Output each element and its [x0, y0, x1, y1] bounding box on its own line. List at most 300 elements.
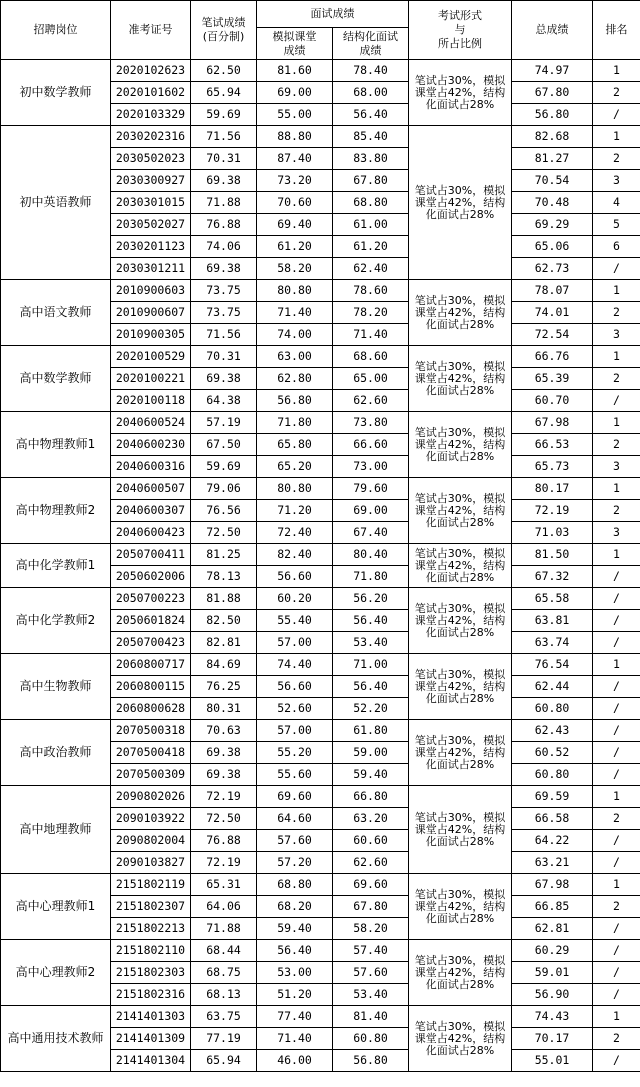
- exam-format-cell: 笔试占30%，模拟课堂占42%，结构化面试占28%: [409, 478, 512, 544]
- rank-cell: 2: [593, 500, 640, 522]
- exam-id-cell: 2040600307: [111, 500, 191, 522]
- structured-interview-score-cell: 66.80: [333, 786, 409, 808]
- exam-id-cell: 2141401303: [111, 1006, 191, 1028]
- mock-class-score-cell: 71.20: [257, 500, 333, 522]
- exam-id-cell: 2040600507: [111, 478, 191, 500]
- mock-class-score-cell: 56.40: [257, 940, 333, 962]
- header-interview-score: 面试成绩: [257, 1, 409, 28]
- total-score-cell: 67.98: [512, 874, 593, 896]
- header-rank: 排名: [593, 1, 640, 60]
- total-score-cell: 69.29: [512, 214, 593, 236]
- rank-cell: /: [593, 676, 640, 698]
- rank-cell: 1: [593, 60, 640, 82]
- exam-id-cell: 2050700411: [111, 544, 191, 566]
- structured-interview-score-cell: 62.40: [333, 258, 409, 280]
- structured-interview-score-cell: 71.40: [333, 324, 409, 346]
- written-score-cell: 69.38: [191, 258, 257, 280]
- structured-interview-score-cell: 60.60: [333, 830, 409, 852]
- structured-interview-score-cell: 73.80: [333, 412, 409, 434]
- rank-cell: 3: [593, 170, 640, 192]
- position-cell: 高中地理教师: [1, 786, 111, 874]
- written-score-cell: 71.88: [191, 918, 257, 940]
- written-score-cell: 69.38: [191, 742, 257, 764]
- position-cell: 初中英语教师: [1, 126, 111, 280]
- rank-cell: 1: [593, 280, 640, 302]
- exam-id-cell: 2040600316: [111, 456, 191, 478]
- position-cell: 高中语文教师: [1, 280, 111, 346]
- table-row: [1, 1006, 640, 1028]
- exam-id-cell: 2070500318: [111, 720, 191, 742]
- rank-cell: /: [593, 1050, 640, 1072]
- rank-cell: /: [593, 258, 640, 280]
- structured-interview-score-cell: 61.20: [333, 236, 409, 258]
- total-score-cell: 67.80: [512, 82, 593, 104]
- rank-cell: 2: [593, 434, 640, 456]
- exam-id-cell: 2040600423: [111, 522, 191, 544]
- exam-id-cell: 2060800717: [111, 654, 191, 676]
- written-score-cell: 82.81: [191, 632, 257, 654]
- structured-interview-score-cell: 69.00: [333, 500, 409, 522]
- header-total-score: 总成绩: [512, 1, 593, 60]
- rank-cell: 2: [593, 82, 640, 104]
- mock-class-score-cell: 53.00: [257, 962, 333, 984]
- written-score-cell: 76.56: [191, 500, 257, 522]
- mock-class-score-cell: 74.00: [257, 324, 333, 346]
- structured-interview-score-cell: 65.00: [333, 368, 409, 390]
- mock-class-score-cell: 57.20: [257, 852, 333, 874]
- total-score-cell: 60.52: [512, 742, 593, 764]
- exam-id-cell: 2020101602: [111, 82, 191, 104]
- header-mock-line1: 模拟课堂: [272, 29, 317, 43]
- rank-cell: 2: [593, 368, 640, 390]
- exam-id-cell: 2030502023: [111, 148, 191, 170]
- position-cell: 高中政治教师: [1, 720, 111, 786]
- written-score-cell: 62.50: [191, 60, 257, 82]
- structured-interview-score-cell: 59.00: [333, 742, 409, 764]
- structured-interview-score-cell: 85.40: [333, 126, 409, 148]
- exam-id-cell: 2141401304: [111, 1050, 191, 1072]
- header-position: 招聘岗位: [1, 1, 111, 60]
- written-score-cell: 59.69: [191, 456, 257, 478]
- exam-id-cell: 2010900607: [111, 302, 191, 324]
- exam-id-cell: 2050602006: [111, 566, 191, 588]
- written-score-cell: 76.88: [191, 830, 257, 852]
- rank-cell: 3: [593, 522, 640, 544]
- structured-interview-score-cell: 63.20: [333, 808, 409, 830]
- exam-format-cell: 笔试占30%，模拟课堂占42%，结构化面试占28%: [409, 874, 512, 940]
- total-score-cell: 59.01: [512, 962, 593, 984]
- mock-class-score-cell: 55.20: [257, 742, 333, 764]
- written-score-cell: 71.88: [191, 192, 257, 214]
- table-row: [1, 720, 640, 742]
- total-score-cell: 76.54: [512, 654, 593, 676]
- rank-cell: /: [593, 588, 640, 610]
- written-score-cell: 72.50: [191, 522, 257, 544]
- position-cell: 高中心理教师1: [1, 874, 111, 940]
- mock-class-score-cell: 73.20: [257, 170, 333, 192]
- rank-cell: 1: [593, 412, 640, 434]
- written-score-cell: 64.06: [191, 896, 257, 918]
- rank-cell: /: [593, 698, 640, 720]
- mock-class-score-cell: 61.20: [257, 236, 333, 258]
- exam-id-cell: 2070500309: [111, 764, 191, 786]
- table-row: [1, 588, 640, 610]
- rank-cell: /: [593, 984, 640, 1006]
- structured-interview-score-cell: 56.20: [333, 588, 409, 610]
- written-score-cell: 69.38: [191, 368, 257, 390]
- mock-class-score-cell: 55.60: [257, 764, 333, 786]
- mock-class-score-cell: 57.00: [257, 720, 333, 742]
- structured-interview-score-cell: 60.80: [333, 1028, 409, 1050]
- written-score-cell: 65.31: [191, 874, 257, 896]
- exam-id-cell: 2050700223: [111, 588, 191, 610]
- rank-cell: 2: [593, 1028, 640, 1050]
- table-row: [1, 874, 640, 896]
- table-row: [1, 544, 640, 566]
- mock-class-score-cell: 81.60: [257, 60, 333, 82]
- exam-id-cell: 2060800115: [111, 676, 191, 698]
- exam-format-cell: 笔试占30%，模拟课堂占42%，结构化面试占28%: [409, 1006, 512, 1072]
- header-format-line1: 考试形式: [438, 9, 482, 22]
- rank-cell: 1: [593, 544, 640, 566]
- exam-id-cell: 2030301015: [111, 192, 191, 214]
- rank-cell: 1: [593, 654, 640, 676]
- mock-class-score-cell: 51.20: [257, 984, 333, 1006]
- rank-cell: /: [593, 852, 640, 874]
- exam-id-cell: 2030502027: [111, 214, 191, 236]
- position-cell: 高中化学教师1: [1, 544, 111, 588]
- mock-class-score-cell: 46.00: [257, 1050, 333, 1072]
- structured-interview-score-cell: 78.40: [333, 60, 409, 82]
- table-row: [1, 478, 640, 500]
- written-score-cell: 64.38: [191, 390, 257, 412]
- structured-interview-score-cell: 80.40: [333, 544, 409, 566]
- rank-cell: /: [593, 720, 640, 742]
- rank-cell: /: [593, 764, 640, 786]
- mock-class-score-cell: 60.20: [257, 588, 333, 610]
- mock-class-score-cell: 70.60: [257, 192, 333, 214]
- rank-cell: /: [593, 742, 640, 764]
- exam-id-cell: 2151802307: [111, 896, 191, 918]
- total-score-cell: 70.48: [512, 192, 593, 214]
- exam-format-cell: 笔试占30%，模拟课堂占42%，结构化面试占28%: [409, 60, 512, 126]
- rank-cell: 3: [593, 324, 640, 346]
- exam-format-cell: 笔试占30%，模拟课堂占42%，结构化面试占28%: [409, 940, 512, 1006]
- total-score-cell: 60.80: [512, 764, 593, 786]
- structured-interview-score-cell: 67.80: [333, 170, 409, 192]
- written-score-cell: 76.88: [191, 214, 257, 236]
- structured-interview-score-cell: 53.40: [333, 984, 409, 1006]
- total-score-cell: 62.44: [512, 676, 593, 698]
- mock-class-score-cell: 69.00: [257, 82, 333, 104]
- exam-id-cell: 2151802110: [111, 940, 191, 962]
- mock-class-score-cell: 80.80: [257, 280, 333, 302]
- written-score-cell: 69.38: [191, 170, 257, 192]
- total-score-cell: 62.43: [512, 720, 593, 742]
- exam-format-cell: 笔试占30%，模拟课堂占42%，结构化面试占28%: [409, 126, 512, 280]
- written-score-cell: 57.19: [191, 412, 257, 434]
- exam-format-cell: 笔试占30%，模拟课堂占42%，结构化面试占28%: [409, 720, 512, 786]
- exam-id-cell: 2030301211: [111, 258, 191, 280]
- table-row: [1, 654, 640, 676]
- rank-cell: /: [593, 918, 640, 940]
- total-score-cell: 67.98: [512, 412, 593, 434]
- written-score-cell: 71.56: [191, 126, 257, 148]
- written-score-cell: 77.19: [191, 1028, 257, 1050]
- written-score-cell: 72.19: [191, 852, 257, 874]
- written-score-cell: 71.56: [191, 324, 257, 346]
- written-score-cell: 70.63: [191, 720, 257, 742]
- mock-class-score-cell: 59.40: [257, 918, 333, 940]
- structured-interview-score-cell: 57.60: [333, 962, 409, 984]
- written-score-cell: 79.06: [191, 478, 257, 500]
- exam-id-cell: 2151802316: [111, 984, 191, 1006]
- table-row: [1, 126, 640, 148]
- structured-interview-score-cell: 81.40: [333, 1006, 409, 1028]
- total-score-cell: 63.81: [512, 610, 593, 632]
- structured-interview-score-cell: 61.00: [333, 214, 409, 236]
- total-score-cell: 55.01: [512, 1050, 593, 1072]
- rank-cell: 2: [593, 896, 640, 918]
- written-score-cell: 82.50: [191, 610, 257, 632]
- written-score-cell: 70.31: [191, 346, 257, 368]
- written-score-cell: 67.50: [191, 434, 257, 456]
- rank-cell: 6: [593, 236, 640, 258]
- rank-cell: 2: [593, 302, 640, 324]
- rank-cell: /: [593, 610, 640, 632]
- total-score-cell: 66.76: [512, 346, 593, 368]
- exam-id-cell: 2040600230: [111, 434, 191, 456]
- header-exam-format: [409, 1, 512, 60]
- table-row: [1, 412, 640, 434]
- mock-class-score-cell: 58.20: [257, 258, 333, 280]
- rank-cell: 1: [593, 478, 640, 500]
- structured-interview-score-cell: 62.60: [333, 390, 409, 412]
- mock-class-score-cell: 71.80: [257, 412, 333, 434]
- written-score-cell: 74.06: [191, 236, 257, 258]
- mock-class-score-cell: 68.20: [257, 896, 333, 918]
- structured-interview-score-cell: 53.40: [333, 632, 409, 654]
- header-structured-line1: 结构化面试: [343, 29, 398, 43]
- total-score-cell: 67.32: [512, 566, 593, 588]
- exam-id-cell: 2090103922: [111, 808, 191, 830]
- rank-cell: 2: [593, 148, 640, 170]
- structured-interview-score-cell: 61.80: [333, 720, 409, 742]
- position-cell: 高中通用技术教师: [1, 1006, 111, 1072]
- total-score-cell: 65.73: [512, 456, 593, 478]
- mock-class-score-cell: 56.60: [257, 676, 333, 698]
- total-score-cell: 82.68: [512, 126, 593, 148]
- total-score-cell: 62.73: [512, 258, 593, 280]
- mock-class-score-cell: 52.60: [257, 698, 333, 720]
- rank-cell: 1: [593, 126, 640, 148]
- exam-format-cell: 笔试占30%，模拟课堂占42%，结构化面试占28%: [409, 412, 512, 478]
- rank-cell: /: [593, 566, 640, 588]
- total-score-cell: 72.54: [512, 324, 593, 346]
- header-mock-class-score: [257, 28, 333, 60]
- table-row: [1, 940, 640, 962]
- written-score-cell: 73.75: [191, 280, 257, 302]
- mock-class-score-cell: 55.00: [257, 104, 333, 126]
- position-cell: 初中数学教师: [1, 60, 111, 126]
- mock-class-score-cell: 65.20: [257, 456, 333, 478]
- exam-id-cell: 2050700423: [111, 632, 191, 654]
- total-score-cell: 66.58: [512, 808, 593, 830]
- structured-interview-score-cell: 78.60: [333, 280, 409, 302]
- mock-class-score-cell: 71.40: [257, 302, 333, 324]
- exam-id-cell: 2151802119: [111, 874, 191, 896]
- structured-interview-score-cell: 57.40: [333, 940, 409, 962]
- structured-interview-score-cell: 62.60: [333, 852, 409, 874]
- mock-class-score-cell: 77.40: [257, 1006, 333, 1028]
- header-exam-id: 准考证号: [111, 1, 191, 60]
- structured-interview-score-cell: 68.80: [333, 192, 409, 214]
- table-row: [1, 280, 640, 302]
- total-score-cell: 65.39: [512, 368, 593, 390]
- mock-class-score-cell: 80.80: [257, 478, 333, 500]
- mock-class-score-cell: 64.60: [257, 808, 333, 830]
- written-score-cell: 81.88: [191, 588, 257, 610]
- rank-cell: 3: [593, 456, 640, 478]
- exam-id-cell: 2020102623: [111, 60, 191, 82]
- exam-id-cell: 2050601824: [111, 610, 191, 632]
- exam-id-cell: 2090103827: [111, 852, 191, 874]
- written-score-cell: 72.50: [191, 808, 257, 830]
- written-score-cell: 78.13: [191, 566, 257, 588]
- exam-id-cell: 2060800628: [111, 698, 191, 720]
- exam-format-cell: 笔试占30%，模拟课堂占42%，结构化面试占28%: [409, 654, 512, 720]
- written-score-cell: 59.69: [191, 104, 257, 126]
- position-cell: 高中心理教师2: [1, 940, 111, 1006]
- exam-format-cell: 笔试占30%，模拟课堂占42%，结构化面试占28%: [409, 280, 512, 346]
- written-score-cell: 68.75: [191, 962, 257, 984]
- exam-format-cell: 笔试占30%，模拟课堂占42%，结构化面试占28%: [409, 346, 512, 412]
- position-cell: 高中物理教师1: [1, 412, 111, 478]
- table-body: [1, 60, 640, 1072]
- mock-class-score-cell: 74.40: [257, 654, 333, 676]
- total-score-cell: 56.80: [512, 104, 593, 126]
- total-score-cell: 64.22: [512, 830, 593, 852]
- total-score-cell: 56.90: [512, 984, 593, 1006]
- header-format-line2: 与: [454, 23, 466, 36]
- mock-class-score-cell: 68.80: [257, 874, 333, 896]
- mock-class-score-cell: 65.80: [257, 434, 333, 456]
- header-written-line1: 笔试成绩: [201, 16, 246, 29]
- exam-id-cell: 2090802004: [111, 830, 191, 852]
- exam-id-cell: 2151802303: [111, 962, 191, 984]
- rank-cell: /: [593, 830, 640, 852]
- table-row: [1, 786, 640, 808]
- position-cell: 高中数学教师: [1, 346, 111, 412]
- total-score-cell: 74.97: [512, 60, 593, 82]
- rank-cell: /: [593, 632, 640, 654]
- rank-cell: 1: [593, 786, 640, 808]
- header-written-score: [191, 1, 257, 60]
- total-score-cell: 81.27: [512, 148, 593, 170]
- rank-cell: 1: [593, 874, 640, 896]
- rank-cell: /: [593, 390, 640, 412]
- header-structured-line2: 成绩: [359, 43, 382, 57]
- header-structured-interview-score: [333, 28, 409, 60]
- mock-class-score-cell: 69.60: [257, 786, 333, 808]
- total-score-cell: 72.19: [512, 500, 593, 522]
- exam-id-cell: 2020100529: [111, 346, 191, 368]
- structured-interview-score-cell: 69.60: [333, 874, 409, 896]
- rank-cell: /: [593, 962, 640, 984]
- exam-id-cell: 2040600524: [111, 412, 191, 434]
- structured-interview-score-cell: 83.80: [333, 148, 409, 170]
- mock-class-score-cell: 69.40: [257, 214, 333, 236]
- structured-interview-score-cell: 79.60: [333, 478, 409, 500]
- written-score-cell: 68.44: [191, 940, 257, 962]
- exam-format-cell: 笔试占30%，模拟课堂占42%，结构化面试占28%: [409, 544, 512, 588]
- total-score-cell: 66.85: [512, 896, 593, 918]
- mock-class-score-cell: 71.40: [257, 1028, 333, 1050]
- mock-class-score-cell: 55.40: [257, 610, 333, 632]
- total-score-cell: 65.58: [512, 588, 593, 610]
- rank-cell: 2: [593, 808, 640, 830]
- position-cell: 高中物理教师2: [1, 478, 111, 544]
- exam-id-cell: 2030300927: [111, 170, 191, 192]
- written-score-cell: 84.69: [191, 654, 257, 676]
- total-score-cell: 81.50: [512, 544, 593, 566]
- exam-id-cell: 2020100118: [111, 390, 191, 412]
- exam-id-cell: 2151802213: [111, 918, 191, 940]
- mock-class-score-cell: 82.40: [257, 544, 333, 566]
- written-score-cell: 76.25: [191, 676, 257, 698]
- position-cell: 高中化学教师2: [1, 588, 111, 654]
- position-cell: 高中生物教师: [1, 654, 111, 720]
- structured-interview-score-cell: 68.00: [333, 82, 409, 104]
- mock-class-score-cell: 62.80: [257, 368, 333, 390]
- exam-id-cell: 2030201123: [111, 236, 191, 258]
- rank-cell: 1: [593, 346, 640, 368]
- total-score-cell: 80.17: [512, 478, 593, 500]
- written-score-cell: 65.94: [191, 1050, 257, 1072]
- total-score-cell: 70.54: [512, 170, 593, 192]
- exam-id-cell: 2141401309: [111, 1028, 191, 1050]
- exam-id-cell: 2090802026: [111, 786, 191, 808]
- structured-interview-score-cell: 67.40: [333, 522, 409, 544]
- mock-class-score-cell: 63.00: [257, 346, 333, 368]
- header-format-line3: 所占比例: [438, 37, 482, 50]
- exam-id-cell: 2070500418: [111, 742, 191, 764]
- rank-cell: /: [593, 940, 640, 962]
- structured-interview-score-cell: 66.60: [333, 434, 409, 456]
- structured-interview-score-cell: 71.80: [333, 566, 409, 588]
- exam-id-cell: 2020100221: [111, 368, 191, 390]
- exam-format-cell: 笔试占30%，模拟课堂占42%，结构化面试占28%: [409, 786, 512, 874]
- total-score-cell: 63.74: [512, 632, 593, 654]
- total-score-cell: 66.53: [512, 434, 593, 456]
- rank-cell: /: [593, 104, 640, 126]
- exam-id-cell: 2010900603: [111, 280, 191, 302]
- exam-id-cell: 2020103329: [111, 104, 191, 126]
- structured-interview-score-cell: 68.60: [333, 346, 409, 368]
- written-score-cell: 70.31: [191, 148, 257, 170]
- written-score-cell: 80.31: [191, 698, 257, 720]
- exam-id-cell: 2030202316: [111, 126, 191, 148]
- total-score-cell: 65.06: [512, 236, 593, 258]
- total-score-cell: 69.59: [512, 786, 593, 808]
- structured-interview-score-cell: 71.00: [333, 654, 409, 676]
- mock-class-score-cell: 57.00: [257, 632, 333, 654]
- structured-interview-score-cell: 58.20: [333, 918, 409, 940]
- written-score-cell: 65.94: [191, 82, 257, 104]
- structured-interview-score-cell: 52.20: [333, 698, 409, 720]
- rank-cell: 4: [593, 192, 640, 214]
- table-row: [1, 60, 640, 82]
